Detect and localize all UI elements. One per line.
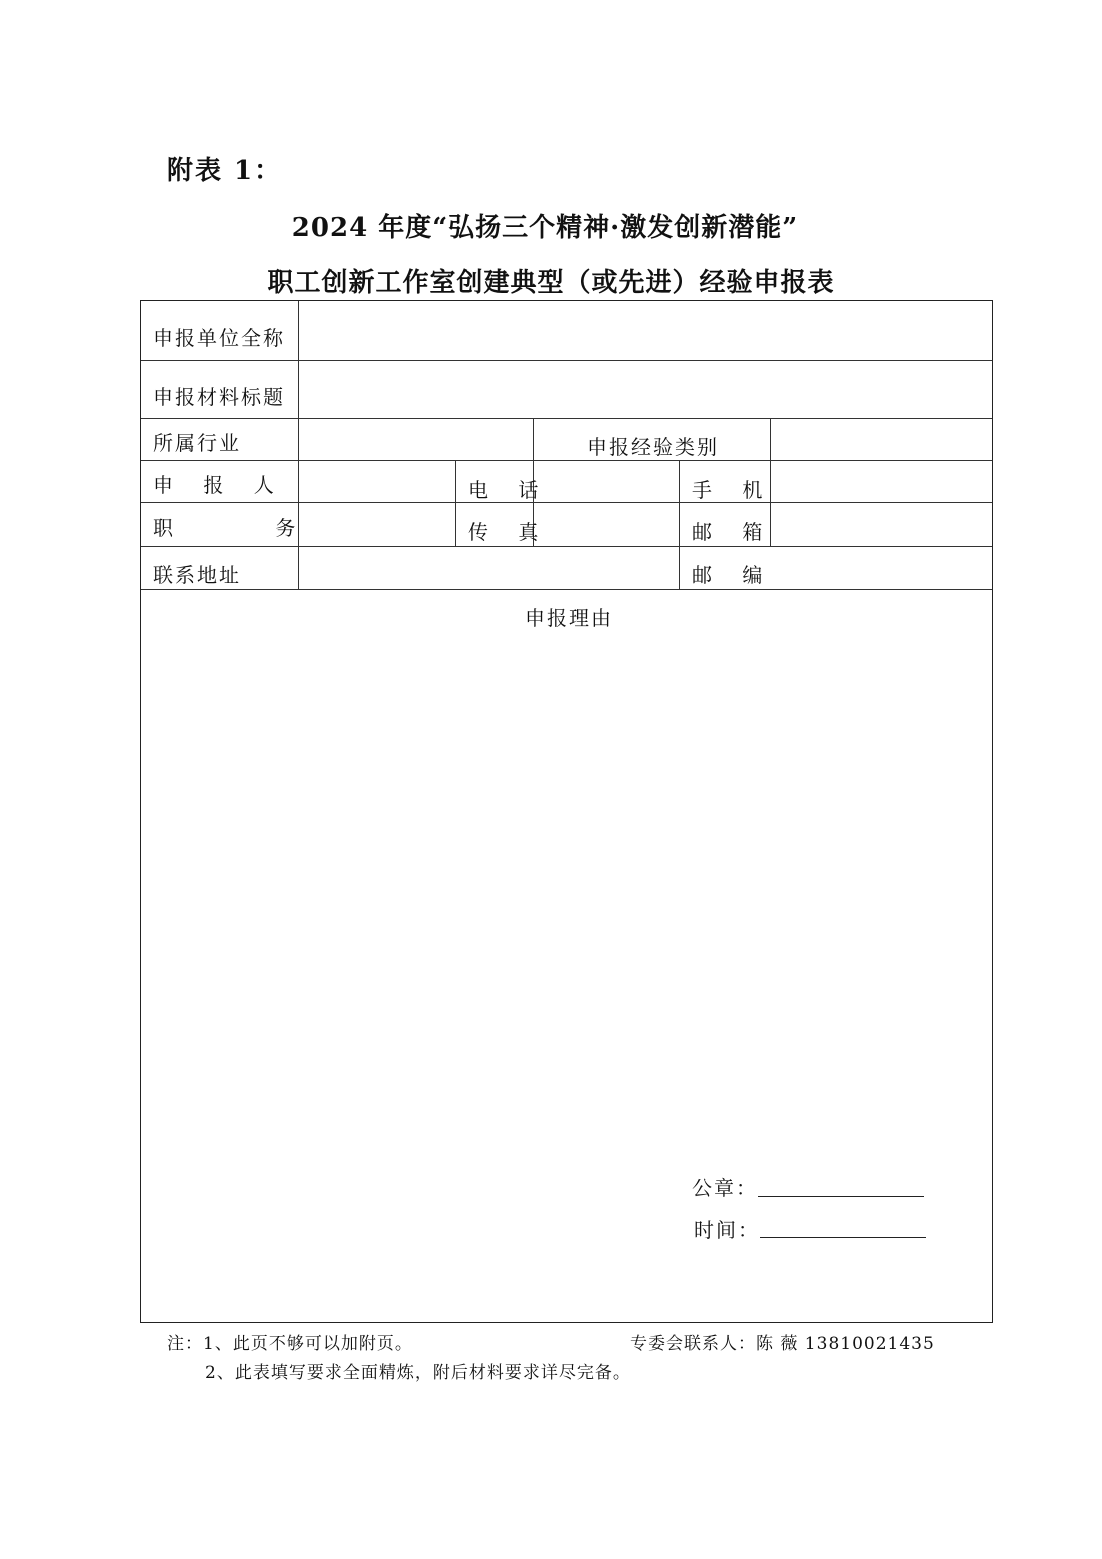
row-divider [141, 502, 992, 503]
column-divider [679, 460, 680, 589]
row-divider [141, 360, 992, 361]
column-divider [455, 460, 456, 546]
seal-label: 公章： [692, 1176, 758, 1200]
mobile-label: 手 机 [692, 478, 775, 502]
material-title-label: 申报材料标题 [153, 385, 285, 409]
reason-label: 申报理由 [525, 606, 613, 630]
column-divider [298, 301, 299, 589]
email-label: 邮 箱 [692, 520, 775, 544]
row-divider [141, 460, 992, 461]
address-label: 联系地址 [153, 563, 241, 587]
phone-label: 电 话 [468, 478, 551, 502]
annex-label: 附表 1： [167, 156, 283, 186]
form-title-line-2: 职工创新工作室创建典型（或先进）经验申报表 [267, 268, 835, 298]
applicant-label: 申 报 人 [153, 473, 286, 497]
experience-category-label: 申报经验类别 [587, 435, 719, 459]
form-title-line-1: 2024 年度“弘扬三个精神·激发创新潜能” [291, 213, 799, 243]
fax-label: 传 真 [468, 520, 551, 544]
note-1: 注：1、此页不够可以加附页。 [167, 1334, 413, 1354]
unit-name-label: 申报单位全称 [153, 326, 285, 350]
application-form-table [140, 300, 993, 1323]
note-2: 2、此表填写要求全面精炼，附后材料要求详尽完备。 [205, 1363, 631, 1383]
column-divider [533, 418, 534, 460]
date-underline [760, 1237, 926, 1238]
contact-person: 专委会联系人：陈 薇 13810021435 [630, 1334, 935, 1354]
industry-label: 所属行业 [153, 431, 241, 455]
seal-underline [758, 1196, 924, 1197]
date-label: 时间： [694, 1218, 760, 1242]
row-divider [141, 418, 992, 419]
postcode-label: 邮 编 [692, 563, 775, 587]
row-divider [141, 546, 992, 547]
row-divider [141, 589, 992, 590]
position-label: 职 务 [153, 516, 344, 540]
